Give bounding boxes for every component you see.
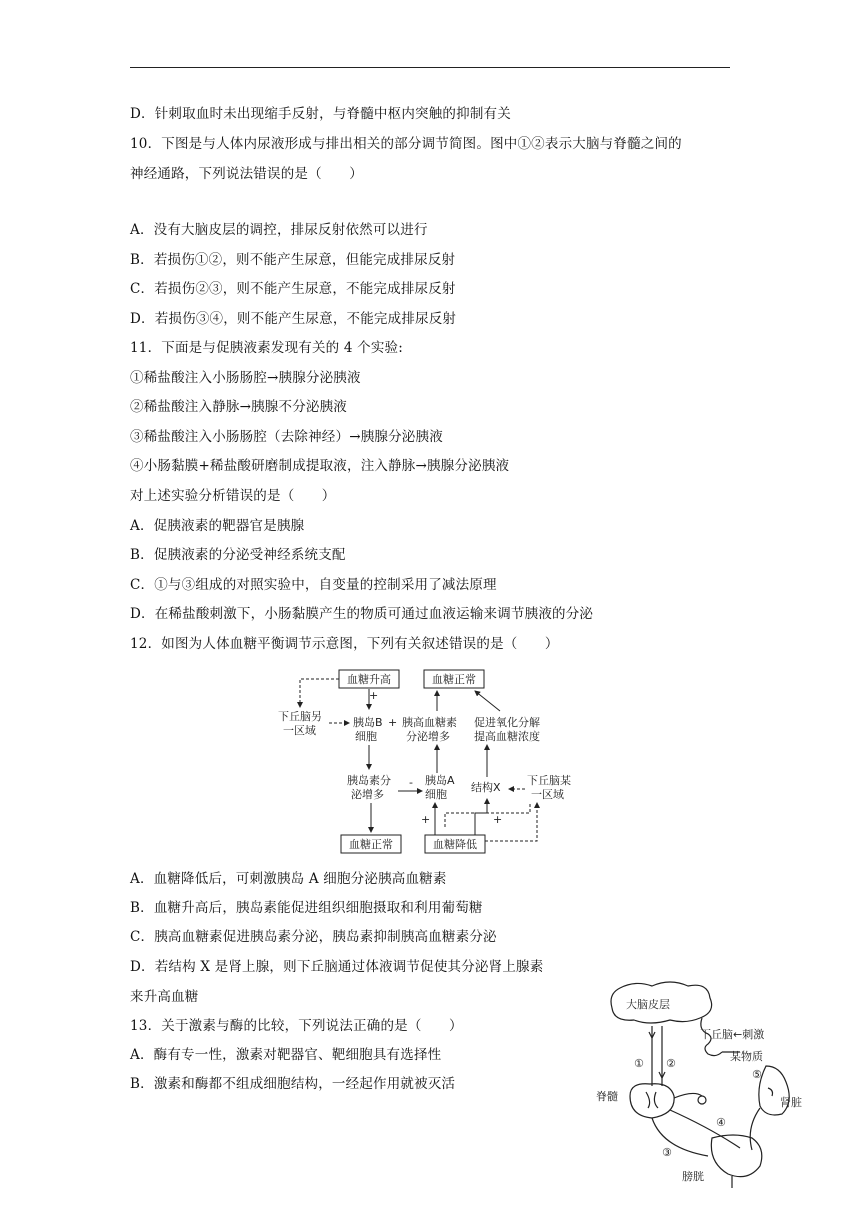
label-n4: ④ xyxy=(716,1116,726,1129)
label-promote-oxidation: 促进氧化分解 xyxy=(474,716,540,729)
diagram-label: 提高血糖浓度 xyxy=(474,730,540,743)
label-hypothalamus-other: 下丘脑另 xyxy=(278,710,322,723)
diagram-label: + xyxy=(421,813,431,826)
bladder-shape xyxy=(711,1135,761,1177)
diagram-label: 一区域 xyxy=(283,724,316,737)
label-islet-a: 胰岛A xyxy=(425,774,455,787)
q10-stem-line2: 神经通路，下列说法错误的是（ ） xyxy=(130,166,363,182)
label-pathway-1: ① xyxy=(634,1057,644,1070)
diagram-label: 细胞 xyxy=(425,788,447,801)
label-glucose-high: 血糖升高 xyxy=(347,673,391,686)
label-kidney: 肾脏 xyxy=(780,1096,802,1109)
q10-stem-line1: 10．下图是与人体内尿液形成与排出相关的部分调节简图。图中①②表示大脑与脊髓之间的 xyxy=(130,136,682,152)
header-rule xyxy=(130,67,730,68)
label-bladder: 膀胱 xyxy=(682,1170,704,1183)
label-glucose-low: 血糖降低 xyxy=(433,838,477,851)
q12-option-d-line1: D．若结构 X 是肾上腺，则下丘脑通过体液调节促使其分泌肾上腺素 xyxy=(130,959,544,975)
label-n3: ③ xyxy=(662,1146,672,1159)
q11-question: 对上述实验分析错误的是（ ） xyxy=(130,488,336,504)
q10-option-b: B．若损伤①②，则不能产生尿意，但能完成排尿反射 xyxy=(130,252,456,268)
q12-option-b: B．血糖升高后，胰岛素能促进组织细胞摄取和利用葡萄糖 xyxy=(130,900,483,916)
label-cortex: 大脑皮层 xyxy=(626,998,670,1011)
label-islet-b: 胰岛B xyxy=(353,716,383,729)
spinal-cord-shape xyxy=(630,1084,674,1118)
label-n5: ⑤ xyxy=(752,1068,762,1081)
label-hypothalamus-stimulus: 下丘脑←刺激 xyxy=(700,1028,765,1041)
diagram-label: + xyxy=(493,813,503,826)
q11-exp1: ①稀盐酸注入小肠肠腔→胰腺分泌胰液 xyxy=(130,370,361,386)
q12-option-d-line2: 来升高血糖 xyxy=(130,989,199,1005)
q11-exp3: ③稀盐酸注入小肠肠腔（去除神经）→胰腺分泌胰液 xyxy=(130,429,443,445)
q10-option-d: D．若损伤③④，则不能产生尿意，不能完成排尿反射 xyxy=(130,311,457,327)
q13-stem: 13．关于激素与酶的比较，下列说法正确的是（ ） xyxy=(130,1018,463,1034)
glucose-regulation-diagram xyxy=(275,663,575,859)
q12-option-a: A．血糖降低后，可刺激胰岛 A 细胞分泌胰高血糖素 xyxy=(130,871,447,887)
diagram-label: + xyxy=(369,689,379,702)
label-structure-x: 结构X xyxy=(471,781,501,794)
label-glucagon-more: 胰高血糖素 xyxy=(402,716,457,729)
diagram-label: 一区域 xyxy=(531,788,564,801)
q10-option-a: A．没有大脑皮层的调控，排尿反射依然可以进行 xyxy=(130,222,428,238)
q13-option-a: A．酶有专一性，激素对靶器官、靶细胞具有选择性 xyxy=(130,1047,442,1063)
q11-exp4: ④小肠黏膜+稀盐酸研磨制成提取液，注入静脉→胰腺分泌胰液 xyxy=(130,458,510,474)
label-glucose-normal-bottom: 血糖正常 xyxy=(349,838,393,851)
diagram-label: 细胞 xyxy=(355,730,377,743)
diagram-label: 泌增多 xyxy=(351,788,384,801)
q12-stem: 12．如图为人体血糖平衡调节示意图，下列有关叙述错误的是（ ） xyxy=(130,636,559,652)
q11-option-c: C．①与③组成的对照实验中，自变量的控制采用了减法原理 xyxy=(130,577,497,593)
label-spinal-cord: 脊髓 xyxy=(596,1090,618,1103)
q11-option-b: B．促胰液素的分泌受神经系统支配 xyxy=(130,547,346,563)
q11-exp2: ②稀盐酸注入静脉→胰腺不分泌胰液 xyxy=(130,399,348,415)
urination-diagram xyxy=(590,978,820,1190)
diagram-label: 分泌增多 xyxy=(406,730,450,743)
q13-option-b: B．激素和酶都不组成细胞结构，一经起作用就被灭活 xyxy=(130,1076,456,1092)
q10-option-c: C．若损伤②③，则不能产生尿意，不能完成排尿反射 xyxy=(130,281,456,297)
label-glucose-normal-top: 血糖正常 xyxy=(432,673,476,686)
q9-option-d: D．针刺取血时未出现缩手反射，与脊髓中枢内突触的抑制有关 xyxy=(130,106,511,122)
q12-option-c: C．胰高血糖素促进胰岛素分泌，胰岛素抑制胰高血糖素分泌 xyxy=(130,929,497,945)
q11-option-a: A．促胰液素的靶器官是胰腺 xyxy=(130,518,305,534)
plus-sign: + xyxy=(388,716,398,729)
q11-stem: 11．下面是与促胰液素发现有关的 4 个实验: xyxy=(130,340,403,356)
label-substance: 某物质 xyxy=(730,1050,763,1063)
q11-option-d: D．在稀盐酸刺激下，小肠黏膜产生的物质可通过血液运输来调节胰液的分泌 xyxy=(130,606,594,622)
label-pathway-2: ② xyxy=(666,1057,676,1070)
label-hypothalamus-some: 下丘脑某 xyxy=(527,774,571,787)
label-insulin-more: 胰岛素分 xyxy=(347,774,391,787)
minus-sign: - xyxy=(409,776,413,789)
